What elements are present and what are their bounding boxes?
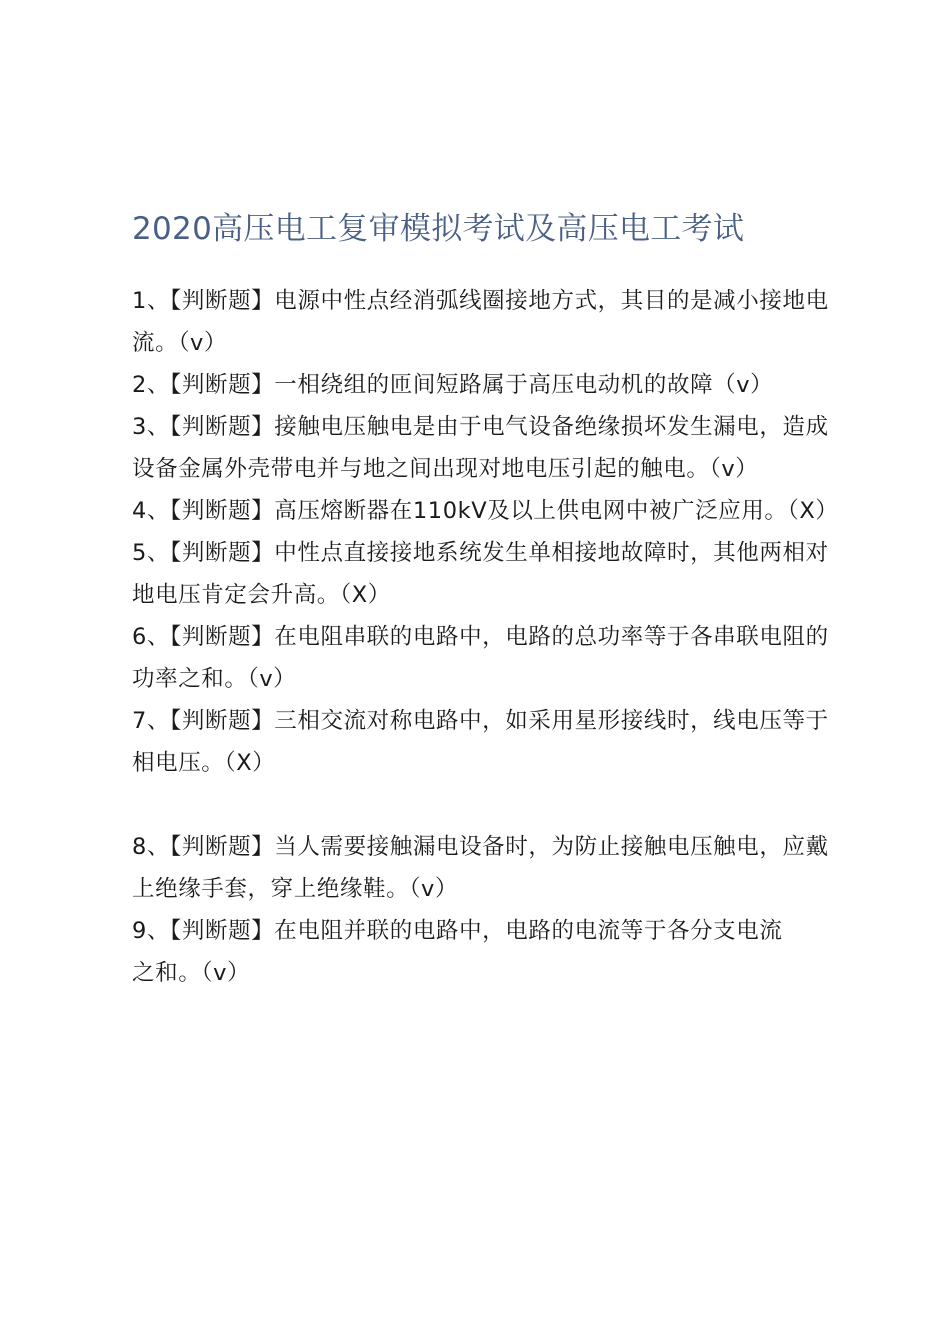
question-item-9: 9、【判断题】在电阻并联的电路中，电路的电流等于各分支电流之和。（v）	[132, 918, 783, 986]
question-item-8: 8、【判断题】当人需要接触漏电设备时，为防止接触电压触电，应戴上绝缘手套，穿上绝缘鞋。（v）	[132, 834, 829, 902]
question-item-3: 3、【判断题】接触电压触电是由于电气设备绝缘损坏发生漏电，造成设备金属外壳带电并与地之间出现对地电压引起的触电。（v）	[132, 414, 829, 482]
question-item-6: 6、【判断题】在电阻串联的电路中，电路的总功率等于各串联电阻的功率之和。（v）	[132, 624, 829, 692]
question-item-2: 2、【判断题】一相绕组的匝间短路属于高压电动机的故障（v）	[132, 372, 774, 398]
question-item-1: 1、【判断题】电源中性点经消弧线圈接地方式，其目的是减小接地电流。（v）	[132, 288, 829, 356]
question-item-7: 7、【判断题】三相交流对称电路中，如采用星形接线时，线电压等于相电压。（X）	[132, 708, 829, 776]
question-list	[132, 280, 839, 994]
question-item-4: 4、【判断题】高压熔断器在110kV及以上供电网中被广泛应用。（X）	[132, 498, 839, 524]
document-title: 2020高压电工复审模拟考试及高压电工考试	[132, 211, 745, 247]
question-item-5: 5、【判断题】中性点直接接地系统发生单相接地故障时，其他两相对地电压肯定会升高。（X）	[132, 540, 829, 608]
